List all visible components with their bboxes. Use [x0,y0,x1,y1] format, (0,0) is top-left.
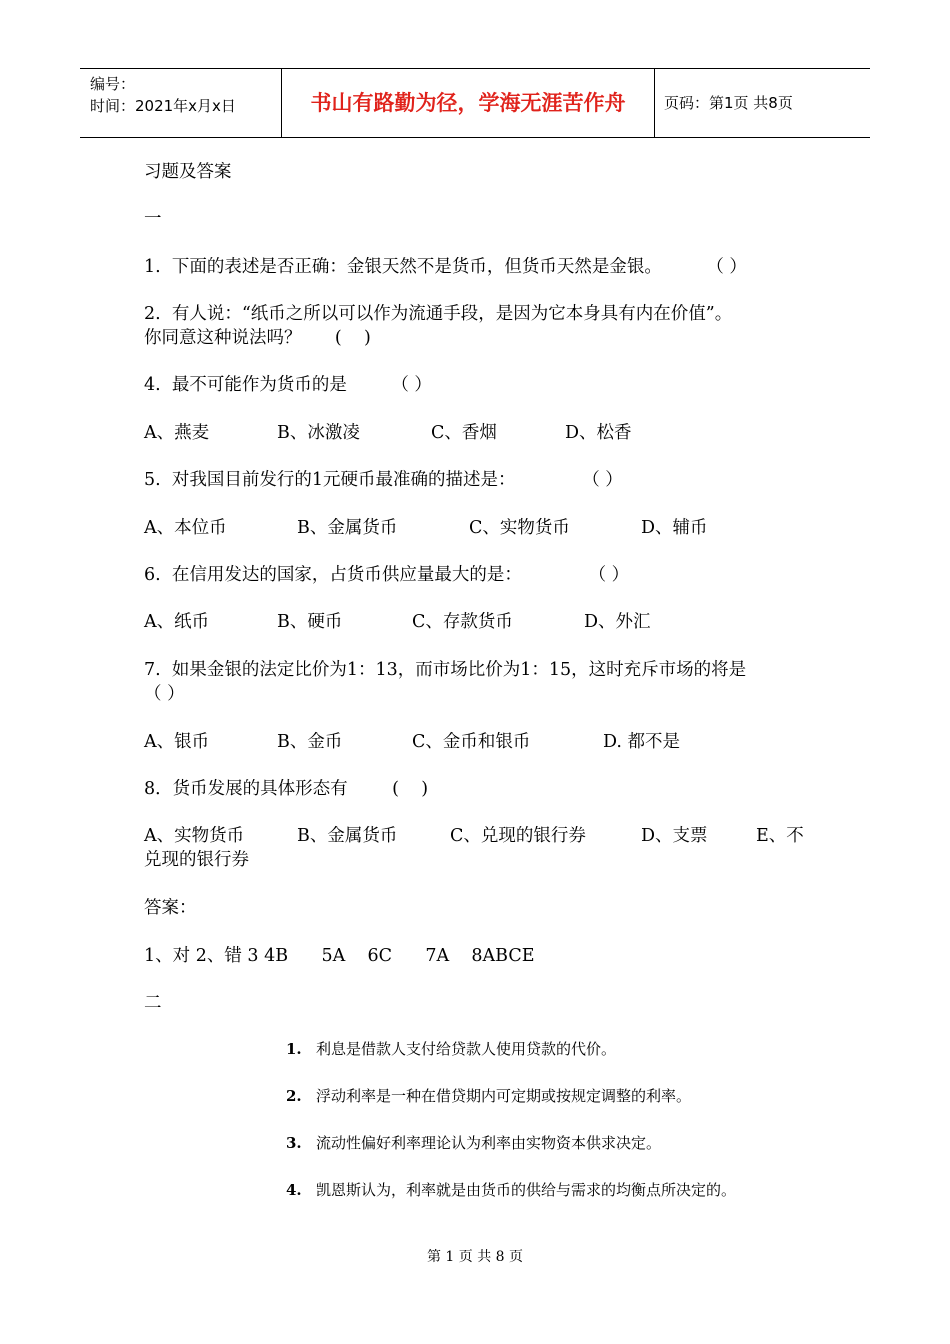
option-8e-continued: 兑现的银行券 [144,850,249,870]
question-2-line2: 你同意这种说法吗？ ( ) [144,328,371,348]
question-4: 4. 最不可能作为货币的是 （ ） [144,375,432,395]
statement-item [286,1179,736,1201]
option-5c: C、实物货币 [469,518,570,538]
option-5a: A、本位币 [144,518,227,538]
question-2-line1: 2. 有人说：“纸币之所以可以作为流通手段，是因为它本身具有内在价值”。 [144,304,733,324]
statement-text: 利息是借款人支付给贷款人使用贷款的代价。 [316,1040,617,1058]
question-7-line1: 7. 如果金银的法定比价为1：13，而市场比价为1：15，这时充斥市场的将是 [144,660,747,680]
statement-text: 流动性偏好利率理论认为利率由实物资本供求决定。 [316,1134,662,1152]
section-heading-2: 二 [144,993,162,1013]
option-6a: A、纸币 [144,612,210,632]
header-motto: 书山有路勤为径，学海无涯苦作舟 [310,90,626,115]
option-8c: C、兑现的银行券 [450,826,586,846]
statement-number: 4. [286,1181,302,1199]
option-8b: B、金属货币 [297,826,398,846]
option-8a: A、实物货币 [144,826,245,846]
option-8e: E、不 [756,826,804,846]
page-footer: 第 1 页 共 8 页 [426,1249,524,1265]
option-5d: D、辅币 [641,518,708,538]
option-6c: C、存款货币 [412,612,513,632]
option-5b: B、金属货币 [297,518,398,538]
statement-number: 3. [286,1134,302,1152]
statement-number: 2. [286,1087,302,1105]
statement-text: 凯恩斯认为，利率就是由货币的供给与需求的均衡点所决定的。 [316,1181,737,1199]
question-8: 8．货币发展的具体形态有 ( ) [144,779,429,799]
header-divider [654,69,655,137]
option-7d: D. 都不是 [603,732,681,752]
header-meta [90,73,236,117]
option-4d: D、松香 [565,423,632,443]
option-6b: B、硬币 [277,612,343,632]
question-1: 1. 下面的表述是否正确：金银天然不是货币，但货币天然是金银。 （ ） [144,257,747,277]
option-4c: C、香烟 [431,423,497,443]
option-7b: B、金币 [277,732,343,752]
page-header [80,68,870,138]
option-8d: D、支票 [641,826,708,846]
header-page-info: 页码：第1页 共8页 [664,94,793,112]
question-7-line2: （ ） [144,684,185,704]
statement-text: 浮动利率是一种在借贷期内可定期或按规定调整的利率。 [316,1087,692,1105]
option-6d: D、外汇 [584,612,651,632]
question-5: 5. 对我国目前发行的1元硬币最准确的描述是： （ ） [144,470,623,490]
statement-item [286,1132,661,1154]
doc-title: 习题及答案 [144,162,232,182]
option-7c: C、金币和银币 [412,732,531,752]
answer-list: 1、对 2、错 3 4B 5A 6C 7A 8ABCE [144,946,535,966]
statement-item [286,1038,616,1060]
serial-label: 编号： [90,75,136,93]
option-7a: A、银币 [144,732,210,752]
statement-item [286,1085,691,1107]
time-label: 时间：2021年x月x日 [90,97,236,115]
option-4b: B、冰激凌 [277,423,360,443]
section-heading-1: 一 [144,209,162,229]
answer-label: 答案： [144,898,197,918]
question-6: 6. 在信用发达的国家，占货币供应量最大的是： （ ） [144,565,630,585]
statement-number: 1. [286,1040,302,1058]
option-4a: A、燕麦 [144,423,210,443]
